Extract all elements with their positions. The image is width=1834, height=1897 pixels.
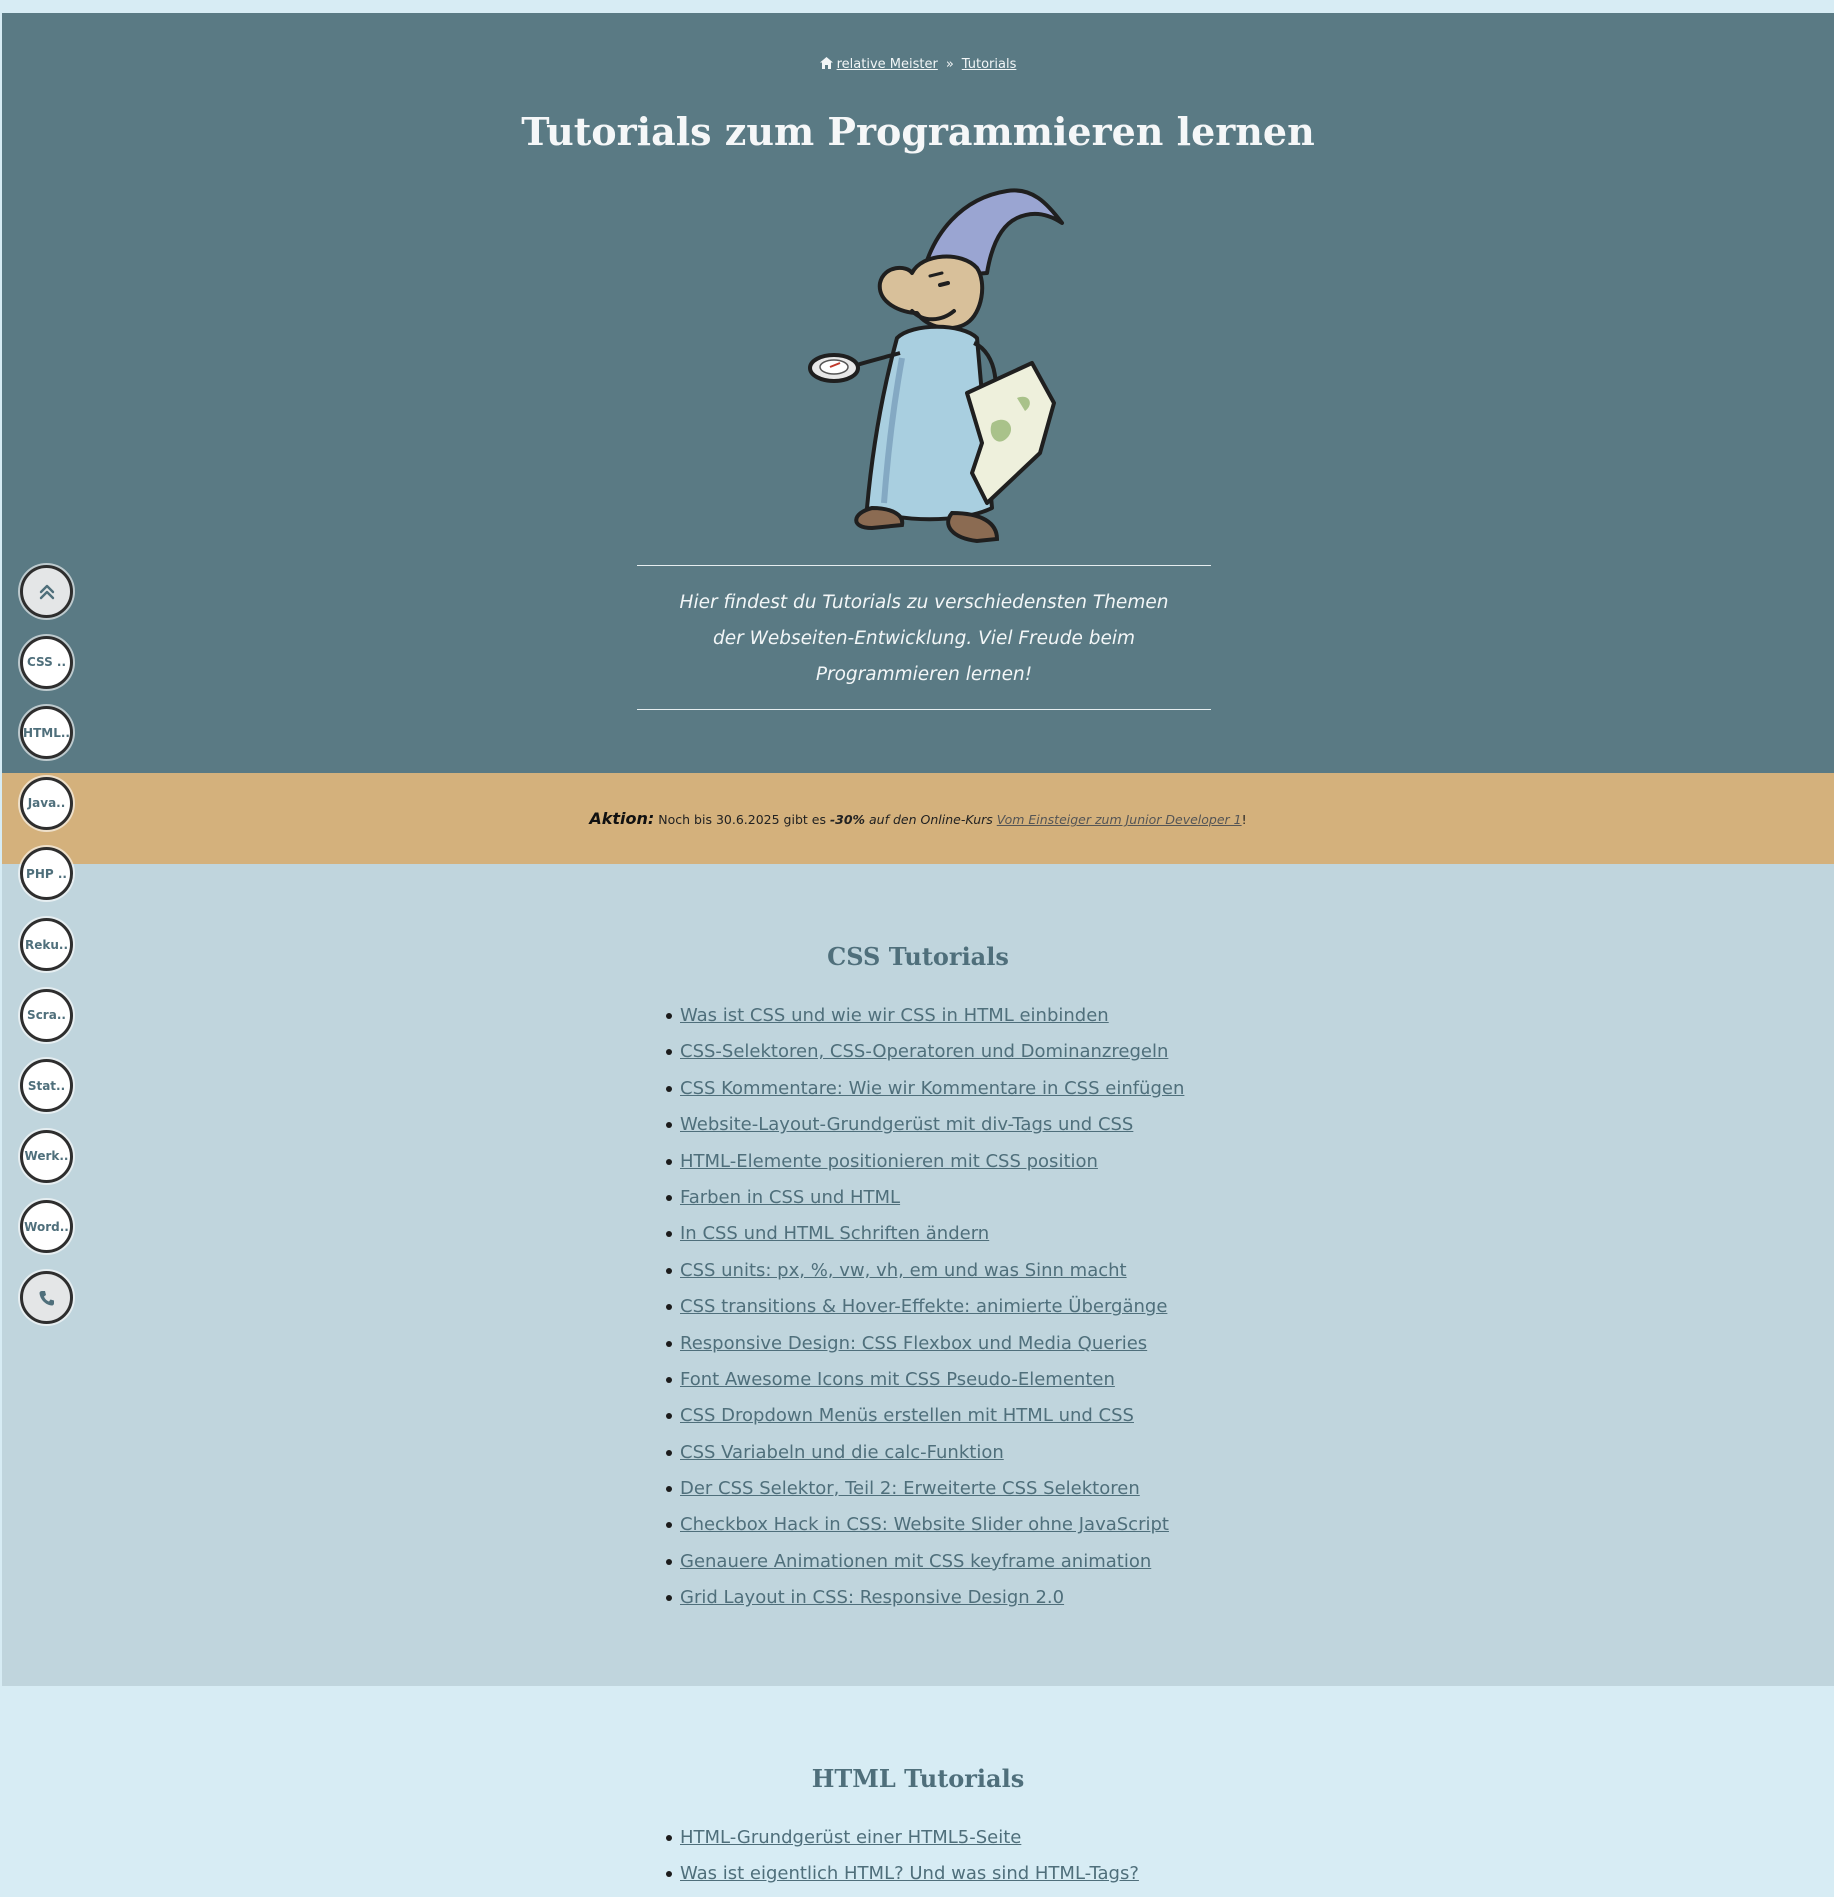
promo-text-before: Noch bis 30.6.2025 gibt es [654,812,830,827]
promo-text-middle: auf den Online-Kurs [865,812,997,827]
side-nav-rekursion[interactable]: Reku.. [20,918,73,971]
breadcrumb [2,57,1834,72]
scroll-top-button[interactable] [20,565,73,618]
breadcrumb-separator: » [945,57,954,72]
side-nav-scratch[interactable]: Scra.. [20,989,73,1042]
intro-divider-bottom [637,709,1211,710]
list-item [680,1144,1184,1180]
list-item [680,1544,1184,1580]
list-item [680,1398,1184,1434]
list-item [680,1071,1184,1107]
tutorial-link[interactable]: Der CSS Selektor, Teil 2: Erweiterte CSS Selektoren [680,1478,1140,1500]
list-item [680,1034,1184,1070]
tutorial-link[interactable]: Font Awesome Icons mit CSS Pseudo-Elementen [680,1368,1115,1390]
tutorial-link[interactable]: CSS transitions & Hover-Effekte: animierte Übergänge [680,1296,1168,1318]
list-item [680,1856,1139,1892]
list-item [680,1326,1184,1362]
list-item [680,1580,1184,1616]
side-nav-javascript[interactable]: Java.. [20,777,73,830]
contact-phone-button[interactable] [20,1271,73,1324]
html-section-title: HTML Tutorials [811,1764,1025,1793]
breadcrumb-home-label: relative Meister [836,57,938,72]
list-item [680,1362,1184,1398]
list-item [680,998,1184,1034]
side-nav-statistik[interactable]: Stat.. [20,1059,73,1112]
promo-course-link[interactable]: Vom Einsteiger zum Junior Developer 1 [996,812,1242,827]
intro-divider-top [637,565,1211,566]
list-item [680,1471,1184,1507]
wizard-mascot-illustration [792,173,1082,553]
tutorial-link[interactable]: Checkbox Hack in CSS: Website Slider ohne JavaScript [680,1514,1169,1536]
side-nav-werkzeuge[interactable]: Werk.. [20,1130,73,1183]
side-nav-wordpress[interactable]: Word.. [20,1200,73,1253]
side-nav-html[interactable]: HTML.. [20,706,73,759]
side-nav-css[interactable]: CSS .. [20,636,73,689]
html-tutorial-list [680,1820,1139,1893]
tutorial-link[interactable]: CSS-Selektoren, CSS-Operatoren und Dominanzregeln [680,1041,1169,1063]
list-item [680,1180,1184,1216]
promo-text-after: ! [1241,812,1247,827]
promo-discount: -30% [829,812,866,827]
tutorial-link[interactable]: Farben in CSS und HTML [680,1186,901,1208]
tutorial-link[interactable]: Was ist eigentlich HTML? Und was sind HTML-Tags? [680,1863,1139,1885]
breadcrumb-home-link[interactable] [820,57,938,72]
list-item [680,1289,1184,1325]
list-item [680,1435,1184,1471]
home-icon [820,57,833,69]
list-item [680,1107,1184,1143]
chevrons-up-icon [38,583,56,601]
css-tutorials-section [2,864,1834,1686]
tutorial-link[interactable]: HTML-Grundgerüst einer HTML5-Seite [680,1827,1022,1848]
css-tutorial-list [680,998,1184,1617]
phone-icon [38,1289,56,1307]
tutorial-link[interactable]: HTML-Elemente positionieren mit CSS position [680,1150,1098,1172]
top-strip [0,0,1834,13]
tutorial-link[interactable]: CSS units: px, %, vw, vh, em und was Sinn macht [680,1259,1127,1281]
list-item [680,1820,1139,1856]
list-item [680,1216,1184,1252]
page-title: Tutorials zum Programmieren lernen [521,109,1315,154]
page-header [2,13,1834,773]
list-item [680,1253,1184,1289]
tutorial-link[interactable]: CSS Kommentare: Wie wir Kommentare in CSS einfügen [680,1077,1185,1099]
tutorial-link[interactable]: Genauere Animationen mit CSS keyframe animation [680,1550,1152,1572]
breadcrumb-current-link[interactable]: Tutorials [961,57,1017,72]
tutorial-link[interactable]: Grid Layout in CSS: Responsive Design 2.0 [680,1587,1065,1609]
list-item [680,1507,1184,1543]
tutorial-link[interactable]: CSS Variabeln und die calc-Funktion [680,1441,1004,1463]
tutorial-link[interactable]: Website-Layout-Grundgerüst mit div-Tags und CSS [680,1114,1134,1136]
promo-label: Aktion: [589,809,655,828]
html-tutorials-section [2,1686,1834,1897]
side-nav-php[interactable]: PHP .. [20,847,73,900]
promo-banner [2,773,1834,864]
css-section-title: CSS Tutorials [827,942,1009,971]
tutorial-link[interactable]: Responsive Design: CSS Flexbox und Media Queries [680,1332,1148,1354]
tutorial-link[interactable]: In CSS und HTML Schriften ändern [680,1223,990,1245]
tutorial-link[interactable]: CSS Dropdown Menüs erstellen mit HTML und CSS [680,1405,1134,1427]
intro-text: Hier findest du Tutorials zu verschiedensten Themen der Webseiten-Entwicklung. Viel Freude beim Programmieren lernen! [679,592,1169,685]
tutorial-link[interactable]: Was ist CSS und wie wir CSS in HTML einbinden [680,1005,1109,1026]
